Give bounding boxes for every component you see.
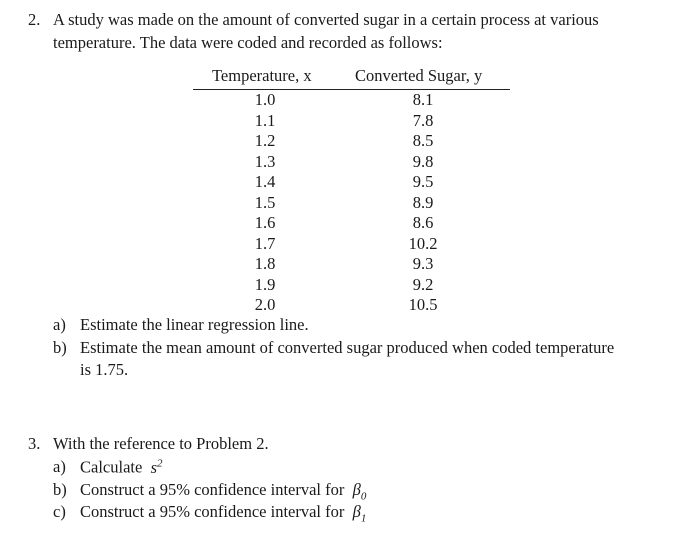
table-cell-converted-sugar: 7.8 [412, 110, 434, 130]
beta-1-symbol: $\beta_1$ [352, 502, 367, 525]
problem-3-part-a-text: Calculate [80, 457, 143, 477]
problem-3-number: 3. [28, 434, 41, 453]
problem-3-intro: With the reference to Problem 2. [53, 434, 269, 453]
table-cell-converted-sugar: 9.2 [412, 274, 434, 294]
problem-2-part-b-label: b) [53, 338, 67, 357]
problem-3-part-b [80, 480, 366, 502]
problem-2-part-b-line1: Estimate the mean amount of converted sugar produced when coded temperature [80, 338, 615, 357]
table-cell-temperature: 1.9 [254, 274, 276, 294]
problem-3-part-a [80, 457, 162, 478]
table-cell-temperature: 2.0 [254, 295, 276, 314]
table-cell-temperature: 1.7 [254, 233, 276, 253]
problem-3-part-c-text: Construct a 95% confidence interval for [80, 502, 345, 521]
table-header-converted-sugar: Converted Sugar, y [355, 66, 483, 85]
table-cell-converted-sugar: 8.9 [412, 192, 434, 212]
problem-2-intro-line2: temperature. The data were coded and recorded as follows: [53, 33, 443, 52]
s-squared-symbol: $s^2$ [150, 457, 163, 477]
table-cell-temperature: 1.6 [254, 213, 276, 232]
table-cell-converted-sugar: 10.2 [408, 233, 438, 253]
table-cell-converted-sugar: 9.3 [412, 254, 434, 273]
beta-0-symbol: $\beta_0$ [352, 480, 367, 503]
problem-2-number: 2. [28, 10, 41, 29]
table-cell-temperature: 1.5 [254, 192, 276, 212]
table-cell-temperature: 1.2 [254, 131, 276, 150]
problem-2-part-a-text: Estimate the linear regression line. [80, 315, 309, 334]
table-cell-temperature: 1.1 [254, 110, 276, 130]
table-header-temperature: Temperature, x [212, 66, 312, 85]
table-cell-temperature: 1.8 [254, 254, 276, 273]
table-cell-converted-sugar: 8.6 [412, 213, 434, 232]
table-cell-temperature: 1.4 [254, 172, 276, 191]
table-cell-converted-sugar: 10.5 [408, 295, 438, 314]
table-cell-temperature: 1.3 [254, 151, 276, 171]
problem-2-part-b-line2: is 1.75. [80, 360, 129, 379]
problem-3-part-a-label: a) [53, 457, 66, 476]
problem-2-part-a-label: a) [53, 315, 66, 334]
table-cell-converted-sugar: 8.5 [412, 131, 434, 150]
problem-3-part-c [80, 502, 366, 524]
problem-3-part-c-label: c) [53, 502, 66, 521]
table-cell-converted-sugar: 9.8 [412, 151, 434, 171]
problem-3-part-b-label: b) [53, 480, 67, 499]
problem-2-intro-line1: A study was made on the amount of converted sugar in a certain process at various [53, 10, 599, 29]
table-cell-converted-sugar: 9.5 [412, 172, 434, 191]
table-cell-converted-sugar: 8.1 [412, 90, 434, 109]
problem-3-part-b-text: Construct a 95% confidence interval for [80, 480, 345, 499]
table-cell-temperature: 1.0 [254, 90, 276, 109]
